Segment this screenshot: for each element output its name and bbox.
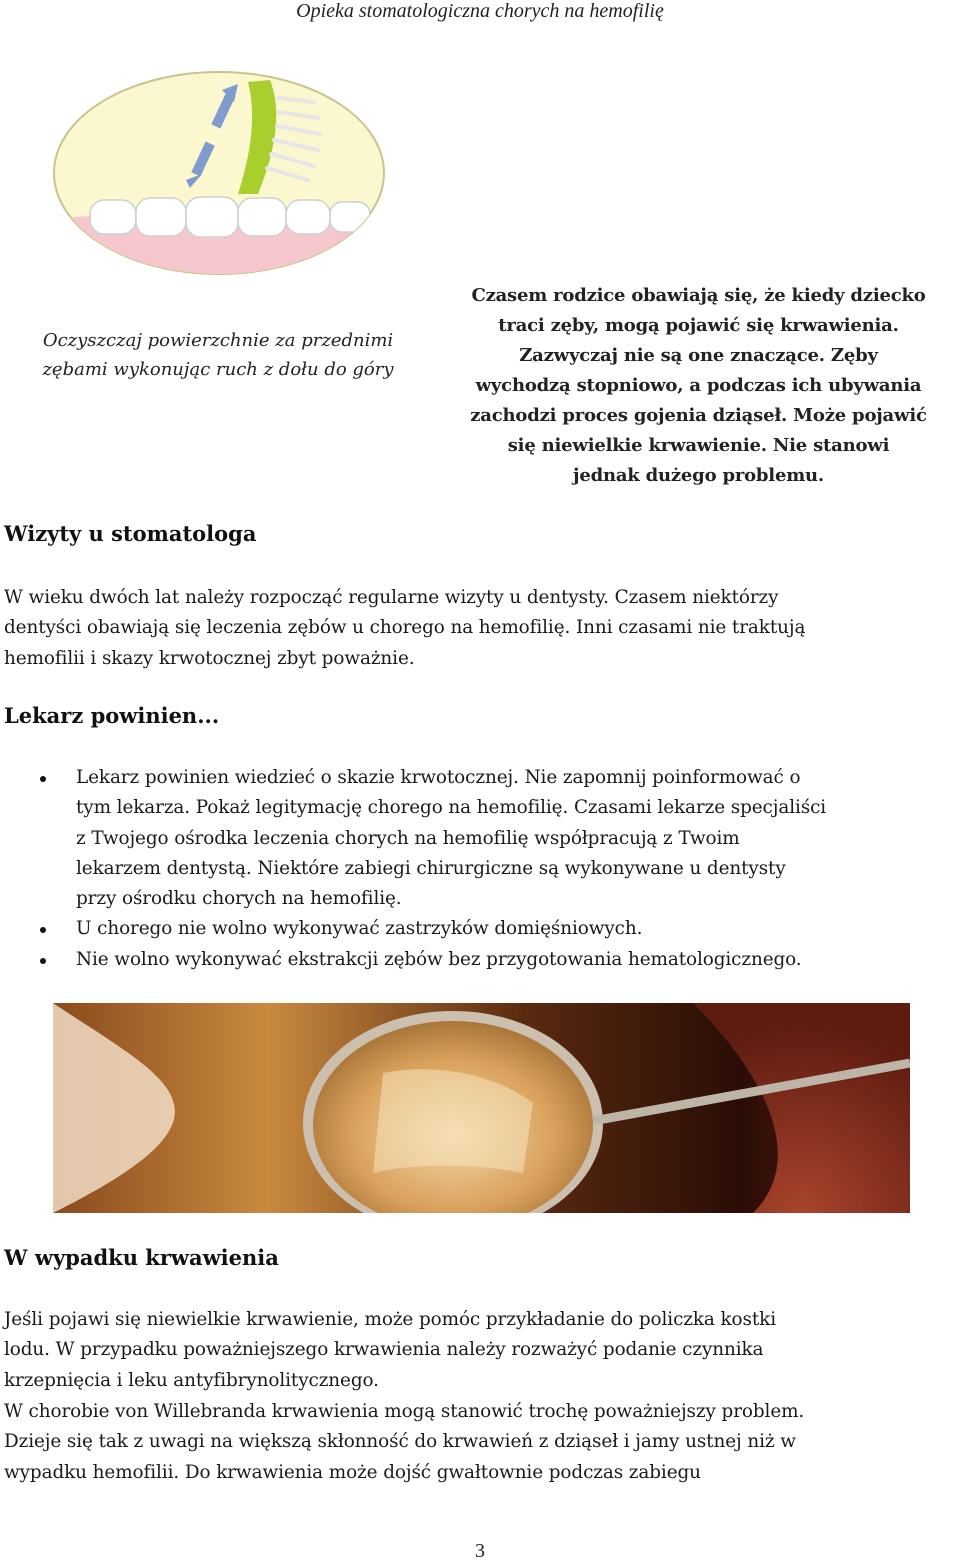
dental-mirror-photo <box>53 1003 910 1213</box>
bullet-line: U chorego nie wolno wykonywać zastrzyków domięśniowych. <box>76 918 643 940</box>
paragraph-line: krzepnięcia i leku antyfibrynolitycznego. <box>4 1369 379 1391</box>
bullet-line: przy ośrodku chorych na hemofilię. <box>76 888 402 910</box>
illustration-caption <box>20 326 416 384</box>
section-heading-wypadek: W wypadku krwawienia <box>4 1245 279 1270</box>
side-note-line: traci zęby, mogą pojawić się krwawienia. <box>498 315 899 336</box>
side-note-line: wychodzą stopniowo, a podczas ich ubywania <box>475 375 922 396</box>
paragraph-line: Jeśli pojawi się niewielkie krwawienie, może pomóc przykładanie do policzka kostki <box>4 1309 776 1330</box>
bullet-icon <box>40 776 46 782</box>
paragraph-line: W chorobie von Willebranda krwawienia mogą stanowić trochę poważniejszy problem. <box>4 1401 805 1422</box>
side-note-line: Zazwyczaj nie są one znaczące. Zęby <box>519 345 878 366</box>
doctor-bullet-list <box>40 763 955 975</box>
bullet-item <box>40 763 955 914</box>
bullet-line: tym lekarza. Pokaż legitymację chorego na hemofilię. Czasami lekarze specjaliści <box>76 797 827 819</box>
paragraph-line: wypadku hemofilii. Do krwawienia może dojść gwałtownie podczas zabiegu <box>4 1461 701 1483</box>
paragraph-wypadek-2 <box>4 1397 954 1488</box>
bullet-icon <box>40 958 46 964</box>
bullet-line: Lekarz powinien wiedzieć o skazie krwotocznej. Nie zapomnij poinformować o <box>76 767 801 788</box>
paragraph-line: Dzieje się tak z uwagi na większą skłonność do krwawień z dziąseł i jamy ustnej niż w <box>4 1431 796 1453</box>
caption-line: Oczyszczaj powierzchnie za przednimi <box>42 330 394 351</box>
bullet-item <box>40 914 955 944</box>
paragraph-line: W wieku dwóch lat należy rozpocząć regularne wizyty u dentysty. Czasem niektórzy <box>4 587 779 608</box>
bullet-line: z Twojego ośrodka leczenia chorych na hemofilię współpracują z Twoim <box>76 827 740 849</box>
side-note <box>437 281 960 491</box>
bullet-item <box>40 945 955 975</box>
side-note-line: jednak dużego problemu. <box>573 465 824 486</box>
paragraph-line: lodu. W przypadku poważniejszego krwawienia należy rozważyć podanie czynnika <box>4 1339 764 1361</box>
side-note-line: Czasem rodzice obawiają się, że kiedy dziecko <box>471 285 926 306</box>
page-number: 3 <box>475 1540 485 1562</box>
toothbrush-technique-illustration <box>52 70 386 276</box>
bullet-icon <box>40 927 46 933</box>
paragraph-line: dentyści obawiają się leczenia zębów u chorego na hemofilię. Inni czasami nie traktują <box>4 617 806 639</box>
side-note-line: zachodzi proces gojenia dziąseł. Może pojawić <box>470 405 927 426</box>
section-heading-wizyty: Wizyty u stomatologa <box>4 521 257 546</box>
running-header: Opieka stomatologiczna chorych na hemofilię <box>296 0 664 22</box>
paragraph-wypadek-1 <box>4 1305 954 1396</box>
side-note-line: się niewielkie krwawienie. Nie stanowi <box>507 435 890 456</box>
bullet-line: lekarzem dentystą. Niektóre zabiegi chirurgiczne są wykonywane u dentysty <box>76 857 786 879</box>
caption-line: zębami wykonując ruch z dołu do góry <box>42 359 394 380</box>
section-heading-lekarz: Lekarz powinien... <box>4 703 220 728</box>
bullet-line: Nie wolno wykonywać ekstrakcji zębów bez przygotowania hematologicznego. <box>76 948 802 970</box>
paragraph-wizyty <box>4 583 954 674</box>
paragraph-line: hemofilii i skazy krwotocznej zbyt poważnie. <box>4 647 415 669</box>
